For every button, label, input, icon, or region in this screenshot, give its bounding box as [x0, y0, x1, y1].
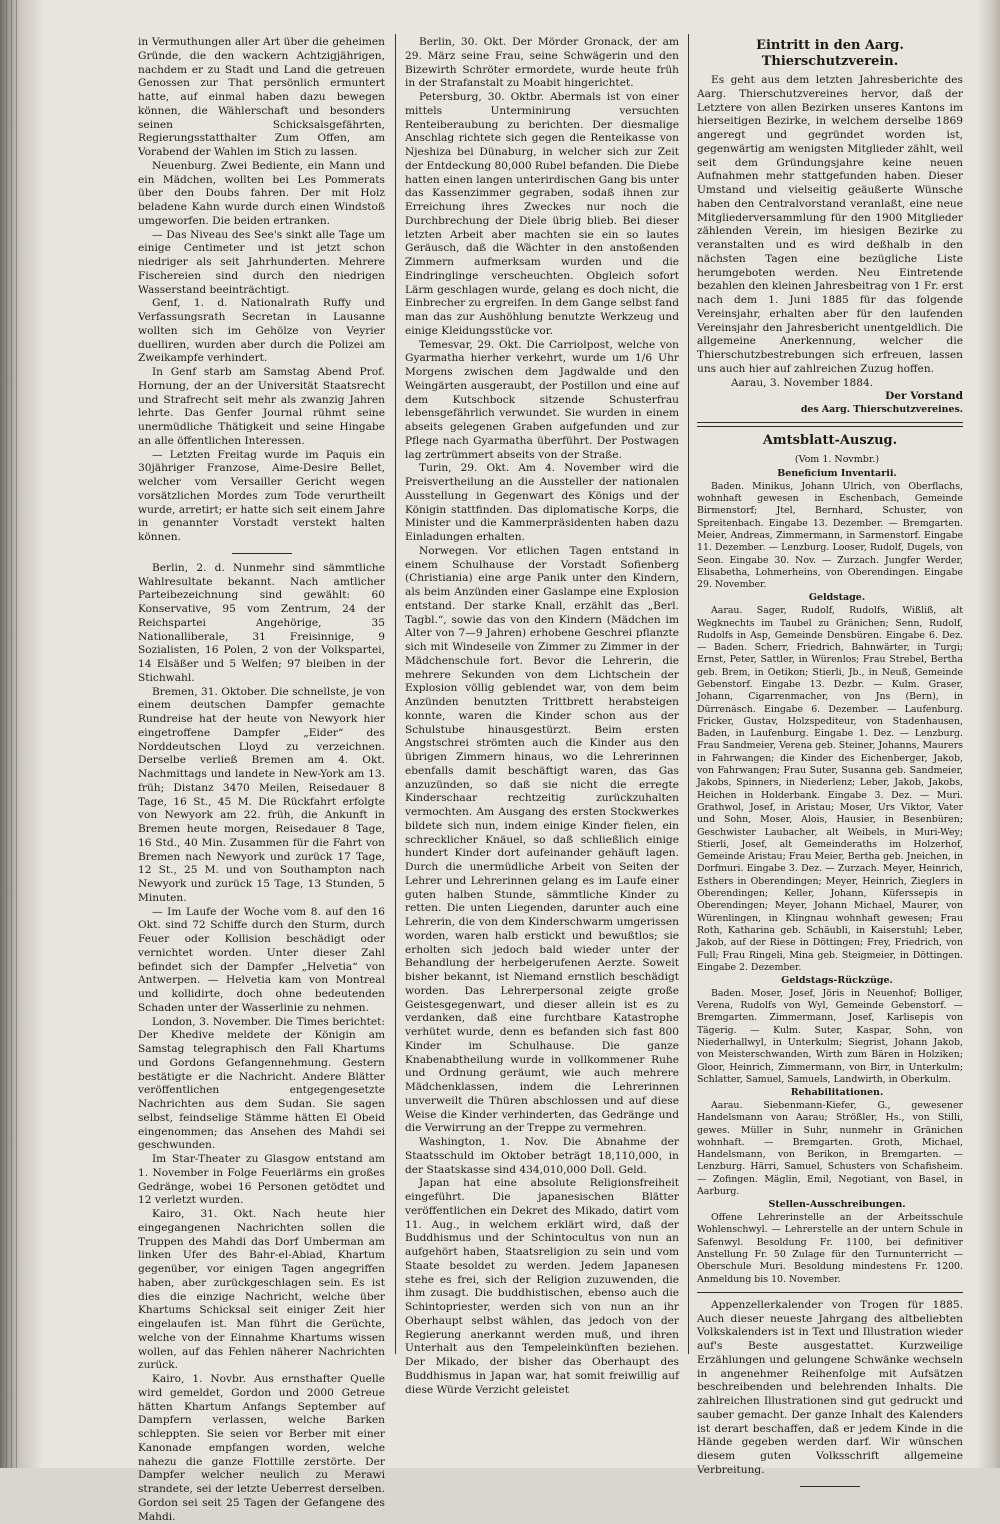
column-3: [697, 36, 963, 1476]
section-text: Offene Lehrerinstelle an der Arbeitsschule Wohlenschwyl. — Lehrerstelle an der untern Schule in Safenwyl. Besoldung Fr. 1100, bei definitiver Anstellung Fr. 50 Zulage für den Turnunterricht — Oberschule Muri. Besoldung mindestens Fr. 1200. Anmeldung bis 10. November.: [697, 1212, 963, 1285]
article-genf: Genf, 1. d. Nationalrath Ruffy und Verfassungsrath Secretan in Lausanne wollten sich im Gehölze von Veyrier duelliren, wurden aber durch die Polizei am Zweikampfe verhindert.: [138, 297, 385, 365]
article-norwegen: Norwegen. Vor etlichen Tagen entstand in einem Schulhause der Vorstadt Sofienberg (Christiania) eine arge Panik unter den Kindern, als beim Anzünden einer Gaslampe eine Explosion entstand. Der starke Knall, erzählt das „Berl. Tagbl.“, sowie das von den Kindern (Mädchen im Alter von 7—9 Jahren) erhobene Geschrei pflanzte sich mit Windeseile von Zimmer zu Zimmer in der Mädchenschule fort. Bevor die Lehrerin, die mehrere Sekunden von dem Lichtschein der Explosion völlig geblendet war, von dem beim Anzünden benutzten Trittbrett herabsteigen konnte, waren die Kinder schon aus der Schulstube hinausgestürzt. Beim ersten Angstschrei strömten auch die Kinder aus den übrigen Zimmern hinaus, wo die Lehrerinnen ebenfalls damit beschäftigt waren, das Gas anzuzünden, so daß sie nicht die erregte Kinderschaar rechtzeitig zurückzuhalten vermochten. Am Ausgang des ersten Stockwerkes bildete sich nun, indem einige Kinder fielen, ein schrecklicher Knäuel, so daß schließlich einige hundert Kinder dort aufeinander gehäuft lagen. Durch die unermüdliche Arbeit von Seiten der Lehrer und Lehrerinnen gelang es im Laufe einer guten halben Stunde, sämmtliche Kinder zu retten. Die unten Liegenden, darunter auch eine Lehrerin, die von dem Kinderschwarm umgerissen worden, waren halb erstickt und bewußtlos; sie erholten sich jedoch bald wieder unter der Behandlung der herbeigerufenen Aerzte. Soweit bisher bekannt, ist Niemand ernstlich beschädigt worden. Das Lehrerpersonal zeigte große Geistesgegenwart, und dieser allein ist es zu verdanken, daß eine furchtbare Katastrophe verhütet wurde, denn es befanden sich fast 800 Kinder im Schulhause. Die ganze Knabenabtheilung wurde in vollkommener Ruhe und Ordnung geräumt, wie auch mehrere Mädchenklassen, indem die Lehrerinnen unverweilt die Thüren abschlossen und auf diese Weise die Kinder verhinderten, das Gedränge und die Verwirrung an der Treppe zu vermehren.: [405, 544, 679, 1135]
section-divider: [232, 553, 292, 554]
notice-text: Es geht aus dem letzten Jahresberichte des Aarg. Thierschutzvereines hervor, daß der Letztere von allen Bezirken unseres Kantons im hierseitigen Bezirke, in welchem derselbe 1869 angeregt und gegründet worden ist, gegenwärtig am wenigsten Mitglieder zählt, weil seit dem Gründungsjahre keine neuen Aufnahmen mehr stattgefunden haben. Dieser Umstand und vielseitig geäußerte Wünsche haben den Centralvorstand veranlaßt, eine neue Mitgliederversammlung für den 1900 Mitglieder zählenden Verein, im hiesigen Bezirke zu veranstalten und es wird deßhalb in den nächsten Tagen eine bezügliche Liste herumgeboten werden. Neu Eintretende bezahlen den kleinen Jahresbeitrag von 1 Fr. erst nach dem 1. Juni 1885 für das folgende Vereinsjahr, erhalten aber für den laufenden Vereinsjahr den Jahresbericht unentgeldlich. Die allgemeine Anerkennung, welcher die Thierschutzbestrebungen sich erfreuen, lassen uns auch hier auf zahlreichen Zuzug hoffen.: [697, 74, 963, 375]
article-paragraph: — Das Niveau des See's sinkt alle Tage um einige Centimeter und ist jetzt schon niedriger als seit Jahrhunderten. Mehrere Fischereien sind durch den niedrigen Wasserstand beeinträchtigt.: [138, 228, 385, 296]
article-bremen: Bremen, 31. Oktober. Die schnellste, je von einem deutschen Dampfer gemachte Rundreise hat der heute von Newyork hier eingetroffene Dampfer „Eider“ des Norddeutschen Lloyd zu verzeichnen. Derselbe verließ Bremen am 4. Okt. Nachmittags und landete in New-York am 13. früh; Distanz 3470 Meilen, Reisedauer 8 Tage, 16 St., 45 M. Die Rückfahrt erfolgte von Newyork am 22. früh, die Ankunft in Bremen heute morgen, Reisedauer 8 Tage, 16 Std., 40 Min. Zusammen für die Fahrt von Bremen nach Newyork und zurück 17 Tage, 12 St., 25 M. und von Southampton nach Newyork und zurück 15 Tage, 13 Stunden, 5 Minuten.: [138, 685, 386, 904]
section-title: Stellen-Ausschreibungen.: [768, 1199, 906, 1211]
article-berlin: Berlin, 2. d. Nunmehr sind sämmtliche Wahlresultate bekannt. Nach amtlicher Parteibezeichnung sind gewählt: 60 Konservative, 95 vom Zentrum, 24 der Reichspartei Angehörige, 35 Nationalliberale, 31 Freisinnige, 9 Sozialisten, 16 Polen, 2 von der Volkspartei, 14 Elsäßer und 5 Welfen; 97 bleiben in der Stichwahl.: [138, 561, 385, 684]
page-right-edge: [978, 0, 1000, 1468]
notice-signature-line-2: des Aarg. Thierschutzvereines.: [800, 404, 963, 415]
section-title: Geldstags-Rückzüge.: [781, 975, 893, 987]
article-neuenburg: Neuenburg. Zwei Bediente, ein Mann und ein Mädchen, wollten bei Les Pommerats über den Doubs fahren. Der mit Holz beladene Kahn wurde durch einen Windstoß umgeworfen. Die beiden ertranken.: [138, 159, 385, 227]
amtsblatt-heading: Amtsblatt-Auszug.: [762, 433, 898, 449]
article-temesvar: Temesvar, 29. Okt. Die Carriolpost, welche von Gyarmatha hierher verkehrt, wurde um 1/6 Uhr Morgens zwischen dem Jagdwalde und den Weingärten ausgeraubt, der Postillon und eine auf dem Kutschbock sitzende Schusterfrau lebensgefährlich verwundet. Sie wurden in einem abseits gelegenen Graben aufgefunden und zur Pflege nach Gyarmatha überführt. Der Postwagen lag zertrümmert abseits von der Straße.: [405, 338, 679, 461]
column-2: [405, 36, 679, 1396]
article-paragraph: — Letzten Freitag wurde im Paquis ein 30jähriger Franzose, Aime-Desire Bellet, welcher vom Versailler Gericht wegen vorsätzlichen Mordes zum Tode verurtheilt wurde, arretirt; er hatte sich seit einem Jahre in genannter Vorstadt verstekt halten können.: [138, 448, 385, 543]
article-petersburg: Petersburg, 30. Oktbr. Abermals ist von einer mittels Unterminirung versuchten Renteiberaubung zu berichten. Der diesmalige Anschlag richtete sich gegen die Renteikasse von Njeshiza bei Dünaburg, in welcher sich zur Zeit der Entdeckung 80,000 Rubel befanden. Die Diebe hatten einen langen unterirdischen Gang bis unter das Kassenzimmer gegraben, sodaß ihnen zur Erreichung ihres Zweckes nur noch die Durchbrechung der Diele übrig blieb. Bei dieser letzten Arbeit aber machten sie ein so lautes Geräusch, daß die Wächter in den anstoßenden Zimmern aufmerksam wurden und die Eindringlinge verscheuchten. Obgleich sofort Lärm geschlagen wurde, gelang es doch nicht, die Einbrecher zu ergreifen. In dem Gange selbst fand man das zur Aushöhlung benutzte Werkzeug und einige Kleidungsstücke vor.: [405, 91, 679, 337]
article-turin: Turin, 29. Okt. Am 4. November wird die Preisvertheilung an die Aussteller der nationalen Ausstellung in Gegenwart des Königs und der Königin stattfinden. Das diplomatische Korps, die Minister und die Kammerpräsidenten haben dazu Einladungen erhalten.: [405, 462, 679, 543]
section-text: Baden. Minikus, Johann Ulrich, von Oberflachs, wohnhaft gewesen in Eschenbach, Gemeinde Birmenstorf; Jtel, Bernhard, Schuster, von Spreitenbach. Eingabe 13. Dezember. — Bremgarten. Meier, Andreas, Zimmermann, in Sarmenstorf. Eingabe 11. Dezember. — Lenzburg. Looser, Rudolf, Dugels, von Seon. Eingabe 30. Nov. — Zurzach. Jungfer Werder, Elisabetha, Lohmerheins, von Oberendingen. Eingabe 29. November.: [697, 480, 963, 591]
article-paragraph: in Vermuthungen aller Art über die geheimen Gründe, die den wackern Achtzigjährigen, nachdem er zu Stadt und Land die getreuen Genossen zur That persönlich ermuntert hatte, auf einmal haben dazu bewegen können, die Wählerschaft und besonders seinen Schicksalsgefährten, Regierungsstatthalter Zum Offen, am Vorabend der Wahlen im Stich zu lassen.: [138, 36, 385, 158]
section-divider: [697, 422, 963, 427]
amtsblatt-date: (Vom 1. Novmbr.): [794, 454, 880, 466]
article-glasgow: Im Star-Theater zu Glasgow entstand am 1. November in Folge Feuerlärms ein großes Gedränge, wobei 16 Personen getödtet und 12 verletzt wurden.: [138, 1153, 385, 1207]
notice-heading: Eintritt in den Aarg. Thierschutzverein.: [756, 38, 904, 69]
notice-signature: Der Vorstand: [885, 390, 963, 403]
kalender-notice: Appenzellerkalender von Trogen für 1885. Auch dieser neueste Jahrgang des altbeliebten Volkskalenders ist in Text und Illustration wieder auf's Beste ausgestattet. Kurzweilige Erzählungen und gelungene Schwänke wechseln in angenehmer Reihenfolge mit Aufsätzen beschreibenden und belehrenden Inhalts. Die zahlreichen Illustrationen sind gut gedruckt und sauber gemacht. Der ganze Inhalt des Kalenders ist derart beschaffen, daß er jedem Kinde in die Hände gegeben werden darf. Wir wünschen diesem guten Volksschrift allgemeine Verbreitung.: [697, 1298, 963, 1476]
section-title: Rehabilitationen.: [790, 1087, 884, 1099]
article-london: London, 3. November. Die Times berichtet: Der Khedive meldete der Königin am Samstag telegraphisch den Fall Khartums und Gordons Gefangennehmung. Gestern bestätigte er die Nachricht. Andere Blätter veröffentlichen entgegengesetzte Nachrichten aus dem Sudan. Sie sagen selbst, feindselige Stämme hätten El Obeid eingenommen; das Ansehen des Mahdi sei geschwunden.: [138, 1015, 385, 1152]
article-kairo-1: Kairo, 31. Okt. Nach heute hier eingegangenen Nachrichten sollen die Truppen des Mahdi das Dorf Umberman am linken Ufer des Bahr-el-Abiad, Khartum gegenüber, vor einigen Tagen angegriffen haben, aber zurückgeschlagen sein. Es ist dies die einzige Nachricht, welche über Khartums Schicksal seit einiger Zeit hier eingelaufen ist. Man führt die Gerüchte, welche von der Einnahme Khartums wissen wollen, auf das Fehlen näherer Nachrichten zurück.: [138, 1208, 385, 1372]
page-binding-shadow: [0, 0, 42, 1468]
section-divider: [697, 1292, 963, 1293]
section-text: Baden. Moser, Josef, Jöris in Neuenhof; Bolliger, Verena, Rudolfs von Wyl, Gemeinde Gebenstorf. — Bremgarten. Zimmermann, Josef, Karlisepis von Tägerig. — Kulm. Suter, Kaspar, Sohn, von Niederhallwyl, in Unterkulm; Siegrist, Johann Jakob, von Meisterschwanden, Wirth zum Bären in Holziken; Gloor, Heinrich, Zimmermann, von Birr, in Unterkulm; Schlatter, Samuel, Samuels, Landwirth, in Oberkulm.: [697, 987, 963, 1085]
article-berlin-2: Berlin, 30. Okt. Der Mörder Gronack, der am 29. März seine Frau, seine Schwägerin und den Bizewirth Schröter ermordete, wurde heute früh in der Strafanstalt zu Moabit hingerichtet.: [405, 36, 679, 90]
column-rule-2: [688, 34, 689, 1354]
section-title: Beneficium Inventarii.: [777, 468, 897, 480]
section-text: Aarau. Sager, Rudolf, Rudolfs, Wißliß, alt Wegknechts im Taubel zu Gränichen; Senn, Rudolf, Rudolfs in Asp, Gemeinde Densbüren. Eingabe 6. Dez. — Baden. Scherr, Friedrich, Bahnwärter, in Turgi; Ernst, Peter, Sattler, in Würenlos; Frau Strebel, Bertha geb. Brem, in Oetikon; Stierli, Jb., in Neuß, Gemeinde Gebenstorf. Eingabe 13. Dezbr. — Kulm. Graser, Johann, Cigarrenmacher, von Jns (Bern), in Dürrenäsch. Eingabe 6. Dezember. — Laufenburg. Fricker, Gustav, Holzspediteur, von Stadenhausen, Baden, in Laufenburg. Eingabe 1. Dez. — Lenzburg. Frau Sandmeier, Verena geb. Steiner, Johanns, Maurers in Fahrwangen; die Kinder des Eichenberger, Jakob, von Fahrwangen; Frau Suter, Susanna geb. Sandmeier, Jakobs, Spinners, in Niederlenz; Leber, Jakob, Jakobs, Heichen in Holderbank. Eingabe 3. Dez. — Muri. Grathwol, Josef, in Aristau; Moser, Urs Viktor, Vater und Sohn, Moser, Alois, Hausier, in Besenbüren; Geschwister Laubacher, alt Weibels, in Muri-Wey; Stierli, Josef, alt Gemeinderaths im Holzerhof, Gemeinde Aristau; Frau Meier, Bertha geb. Jneichen, in Dorfmuri. Eingabe 3. Dez. — Zurzach. Meyer, Heinrich, Esthers in Oberendingen; Meyer, Heinrich, Zieglers in Oberendingen; Keller, Johann, Küferssepis in Oberendingen; Meyer, Johann Michael, Maurer, von Würenlingen, in Klingnau wohnhaft gewesen; Frau Roth, Katharina geb. Schäubli, in Kaiserstuhl; Leber, Jakob, auf der Riese in Döttingen; Frey, Friedrich, von Full; Frau Ringeli, Mina geb. Steigmeier, in Döttingen. Eingabe 2. Dezember.: [697, 605, 963, 973]
notice-dateline: Aarau, 3. November 1884.: [731, 376, 874, 389]
column-1: [138, 36, 386, 1523]
article-japan: Japan hat eine absolute Religionsfreiheit eingeführt. Die japanesischen Blätter veröffentlichen ein Dekret des Mikado, datirt vom 11. Aug., in welchem erklärt wird, daß der Buddhismus und der Schintocultus von nun an aufgehört haben, Staatsreligion zu sein und vom Staate besoldet zu werden. Jedem Japanesen stehe es frei, sich der Religion zuzuwenden, die ihm zusagt. Die buddhistischen, ebenso auch die Schintopriester, werden sich von nun an ihr Oberhaupt selbst wählen, das jedoch von der Regierung anerkannt werden muß, und ihren Unterhalt aus den Tempeleinkünften beziehen. Der Mikado, der bisher das Oberhaupt des Buddhismus in Japan war, hat somit freiwillig auf diese Würde Verzicht geleistet: [405, 1177, 679, 1396]
article-paragraph: — Im Laufe der Woche vom 8. auf den 16 Okt. sind 72 Schiffe durch den Sturm, durch Feuer oder Kollision beschädigt oder vernichtet worden. Unter dieser Zahl befindet sich der Dampfer „Helvetia“ von Antwerpen. — Helvetia kam von Montreal und kollidirte, doch ohne bedeutenden Schaden unter der Wasserlinie zu nehmen.: [138, 905, 385, 1014]
article-kairo-2: Kairo, 1. Novbr. Aus ernsthafter Quelle wird gemeldet, Gordon und 2000 Getreue hätten Khartum Anfangs September auf Dampfern verlassen, welche Barken schleppten. Sie seien vor Berber mit einer Kanonade empfangen worden, welche nahezu die ganze Flottille zerstörte. Der Dampfer welcher neulich zu Merawi strandete, sei der letzte Ueberrest derselben. Gordon sei seit 25 Tagen der Gefangene des Mahdi.: [138, 1373, 385, 1523]
section-divider: [800, 1486, 860, 1487]
article-washington: Washington, 1. Nov. Die Abnahme der Staatsschuld im Oktober beträgt 18,110,000, in der Staatskasse sind 434,010,000 Doll. Geld.: [405, 1136, 679, 1176]
column-rule-1: [395, 34, 396, 1354]
section-title: Geldstage.: [808, 592, 866, 604]
article-paragraph: In Genf starb am Samstag Abend Prof. Hornung, der an der Universität Staatsrecht und Strafrecht seit mehr als zwanzig Jahren lehrte. Das Genfer Journal rühmt seine unermüdliche Thätigkeit und seine Hingabe an alle öffentlichen Interessen.: [138, 366, 385, 447]
section-text: Aarau. Siebenmann-Kiefer, G., gewesener Handelsmann von Aarau; Strößler, Hs., von Stilli, gewes. Müller in Suhr, nunmehr in Gränichen wohnhaft. — Bremgarten. Groth, Michael, Handelsmann, von Berikon, in Bremgarten. — Lenzburg. Härri, Samuel, Schusters von Schafisheim. — Zofingen. Mäglin, Emil, Negotiant, von Basel, in Aarburg.: [697, 1100, 963, 1198]
